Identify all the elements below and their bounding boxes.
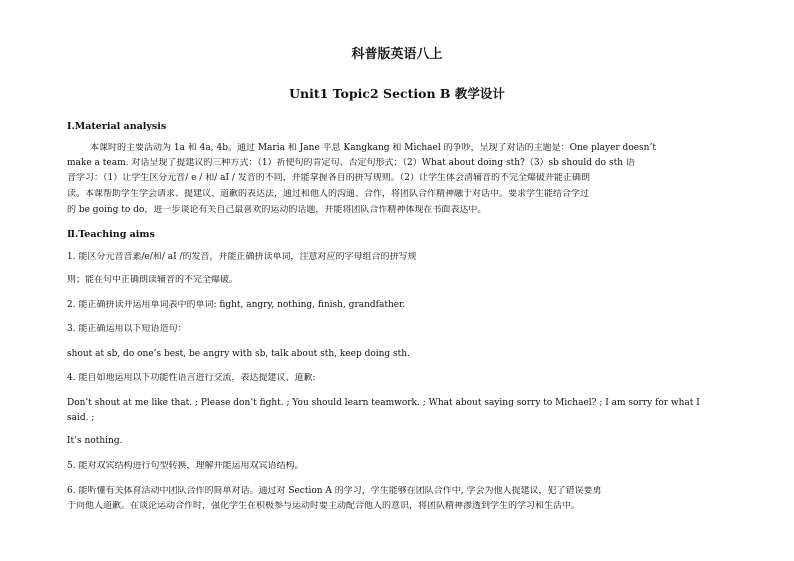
aim-line: said. ; <box>67 413 95 423</box>
paragraph-line: 读。本课帮助学生学会请求、提建议、道歉的表达法，通过和他人的沟通、合作，将团队合作精神融于对话中。要求学生能结合学过 <box>67 189 590 199</box>
section-heading-material-analysis: Ⅰ.Material analysis <box>67 121 167 132</box>
aim-line: 则；能在句中正确朗读辅音的不完全爆破。 <box>67 275 239 285</box>
paragraph-line: 的 be going to do，进一步谈论有关自己最喜欢的运动的话题，并能将团队合作精神体现在书面表达中。 <box>67 205 487 215</box>
aim-line: 4. 能自如地运用以下功能性语言进行交流，表达提建议、道歉: <box>67 373 316 383</box>
aim-line: 2. 能正确拼读并运用单词表中的单词: fight, angry, nothing, finish, grandfather. <box>67 300 406 310</box>
section-heading-teaching-aims: Ⅱ.Teaching aims <box>67 229 155 240</box>
aim-line: 于向他人道歉。在谈论运动合作时，强化学生在积极参与运动时要主动配合他人的意识，将团队精神渗透到学生的学习和生活中。 <box>67 501 581 511</box>
paragraph-line: 本课时的主要活动为 1a 和 4a, 4b。通过 Maria 和 Jane 平息 Kangkang 和 Michael 的争吵，呈现了对话的主题是：One player doesn’t <box>90 143 656 153</box>
aim-line: 5. 能对双宾结构进行句型转换，理解并能运用双宾语结构。 <box>67 461 304 471</box>
paragraph-line: make a team. 对话呈现了提建议的三种方式：（1）祈使句的肯定句、否定句形式；（2）What about doing sth?（3）sb should do sth 语 <box>67 158 635 168</box>
paragraph-line: 音学习：（1）让学生区分元音/ e / 和/ aI / 发音的不同，并能掌握各自的拼写规则。（2）让学生体会清辅音的不完全爆破并能正确朗 <box>67 173 590 183</box>
aim-line: 6. 能听懂有关体育活动中团队合作的简单对话。通过对 Section A 的学习，学生能够在团队合作中, 学会为他人提建议，犯了错误要勇 <box>67 486 602 496</box>
document-title: 科普版英语八上 <box>351 47 443 62</box>
aim-line: shout at sb, do one’s best, be angry with sb, talk about sth, keep doing sth. <box>67 349 410 359</box>
aim-line: 1. 能区分元音音素/e/和/ aI /的发音，并能正确拼读单词，注意对应的字母组合的拼写规 <box>67 252 417 262</box>
aim-line: 3. 能正确运用以下短语造句： <box>67 324 187 334</box>
aim-line: Don’t shout at me like that. ; Please don’t fight. ; You should learn teamwork. ; What about saying sorry to Michael? ; I am sorry for what I <box>67 398 700 408</box>
document-subtitle: Unit1 Topic2 Section B 教学设计 <box>289 86 505 101</box>
aim-line: It’s nothing. <box>67 436 123 446</box>
